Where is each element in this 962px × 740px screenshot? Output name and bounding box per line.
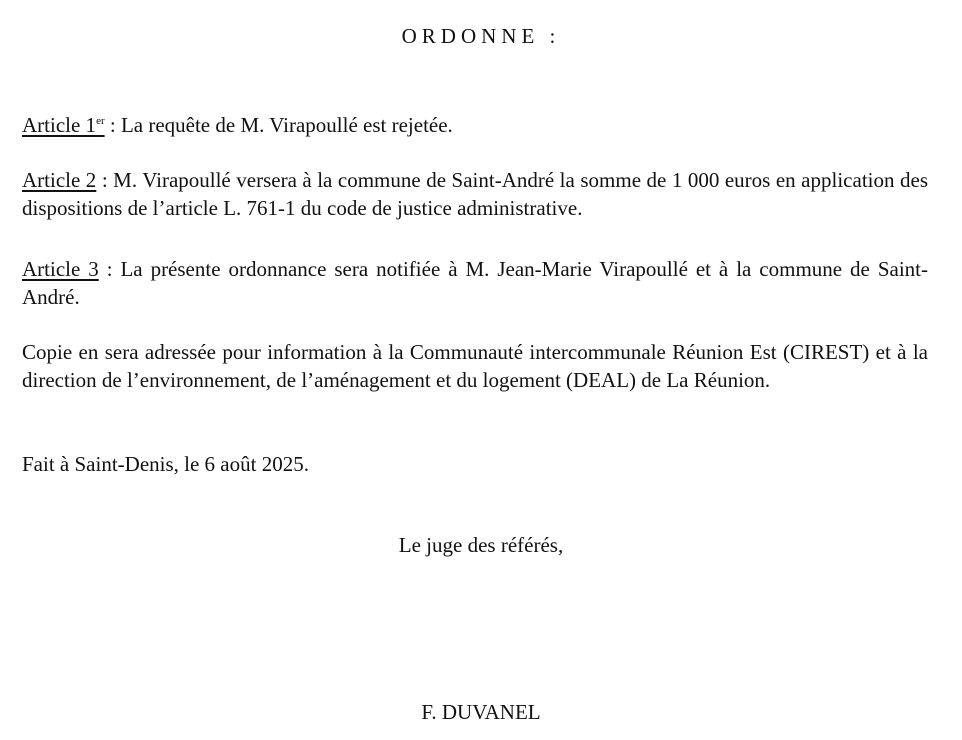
article-1-text: : La requête de M. Virapoullé est rejetée. [104,113,453,137]
signatory-title: Le juge des référés, [398,533,564,557]
article-3-text: : La présente ordonnance sera notifiée à M. Jean-Marie Virapoullé et à la commune de Saint-André. [22,257,928,309]
copy-paragraph: Copie en sera adressée pour information à la Communauté intercommunale Réunion Est (CIREST) et à la direction de l’environnement, de l’aménagement et du logement (DEAL) de La Réunion. [22,340,928,392]
article-2 [22,167,928,222]
article-3 [22,256,928,311]
place-date: Fait à Saint-Denis, le 6 août 2025. [22,452,309,476]
article-3-label: Article 3 [22,257,99,281]
article-1 [22,112,928,140]
article-1-label: Article 1er [22,113,105,137]
article-2-text: : M. Virapoullé versera à la commune de Saint-André la somme de 1 000 euros en application des dispositions de l’article L. 761-1 du code de justice administrative. [22,168,928,220]
article-2-label: Article 2 [22,168,97,192]
ordonne-heading: ORDONNE : [401,24,561,48]
article-1-superscript: er [96,115,105,127]
signatory-name: F. DUVANEL [421,700,541,724]
